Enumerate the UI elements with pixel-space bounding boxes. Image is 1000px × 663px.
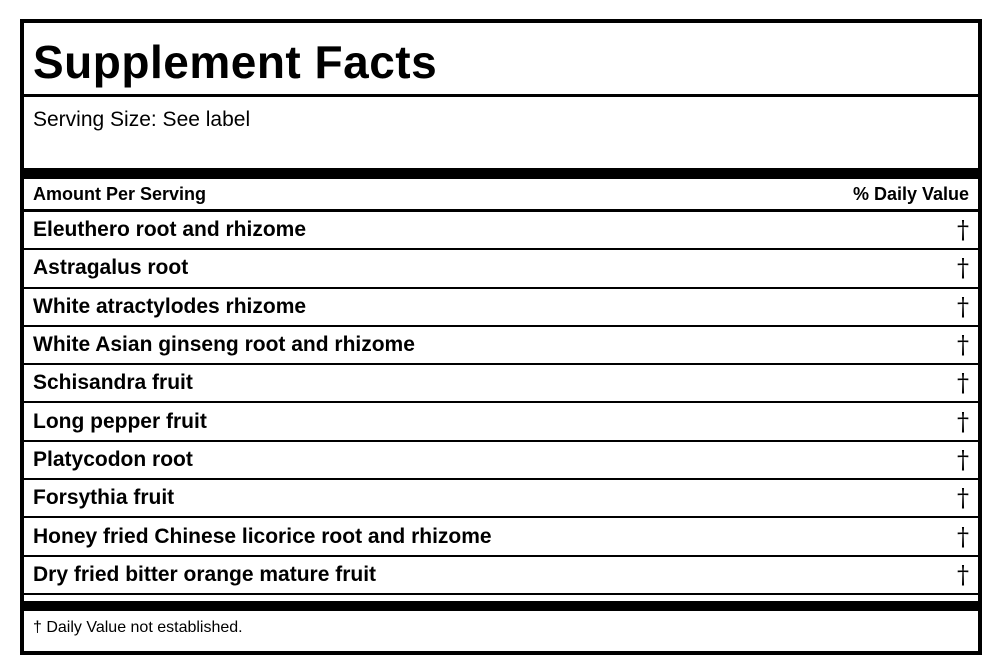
daily-value-dagger: † — [957, 216, 969, 245]
ingredient-name: Platycodon root — [33, 447, 193, 471]
serving-size: Serving Size: See label — [33, 108, 251, 131]
column-header-row — [24, 179, 978, 212]
ingredient-name: White Asian ginseng root and rhizome — [33, 333, 415, 357]
ingredient-row — [24, 442, 978, 480]
ingredient-name: Long pepper fruit — [33, 409, 207, 433]
ingredient-row — [24, 289, 978, 327]
daily-value-dagger: † — [957, 369, 969, 398]
ingredient-row — [24, 518, 978, 556]
ingredient-name: Dry fried bitter orange mature fruit — [33, 562, 377, 586]
thick-divider-bottom — [24, 601, 978, 611]
ingredient-name: Forsythia fruit — [33, 486, 175, 510]
ingredient-row — [24, 480, 978, 518]
ingredient-name: Schisandra fruit — [33, 371, 193, 395]
daily-value-dagger: † — [957, 254, 969, 283]
footnote-text: † Daily Value not established. — [33, 618, 243, 636]
serving-row — [24, 97, 978, 168]
thick-divider — [24, 168, 978, 179]
ingredient-row — [24, 212, 978, 250]
daily-value-dagger: † — [957, 445, 969, 474]
daily-value-dagger: † — [957, 292, 969, 321]
ingredient-name: Astragalus root — [33, 256, 189, 280]
ingredient-name: Honey fried Chinese licorice root and rhizome — [33, 524, 492, 548]
ingredient-row — [24, 403, 978, 441]
daily-value-dagger: † — [957, 560, 969, 589]
title-row — [24, 23, 978, 97]
daily-value-dagger: † — [957, 407, 969, 436]
ingredient-row — [24, 327, 978, 365]
ingredient-list — [24, 212, 978, 595]
ingredient-row — [24, 250, 978, 288]
amount-per-serving-header: Amount Per Serving — [33, 183, 207, 204]
daily-value-header: % Daily Value — [852, 183, 969, 204]
ingredient-row — [24, 365, 978, 403]
ingredient-row — [24, 557, 978, 595]
daily-value-dagger: † — [957, 331, 969, 360]
daily-value-dagger: † — [957, 484, 969, 513]
ingredient-name: Eleuthero root and rhizome — [33, 218, 307, 242]
supplement-facts-panel — [20, 19, 982, 655]
ingredient-name: White atractylodes rhizome — [33, 294, 307, 318]
panel-title: Supplement Facts — [33, 36, 438, 88]
daily-value-dagger: † — [957, 522, 969, 551]
footnote-row — [24, 611, 978, 645]
